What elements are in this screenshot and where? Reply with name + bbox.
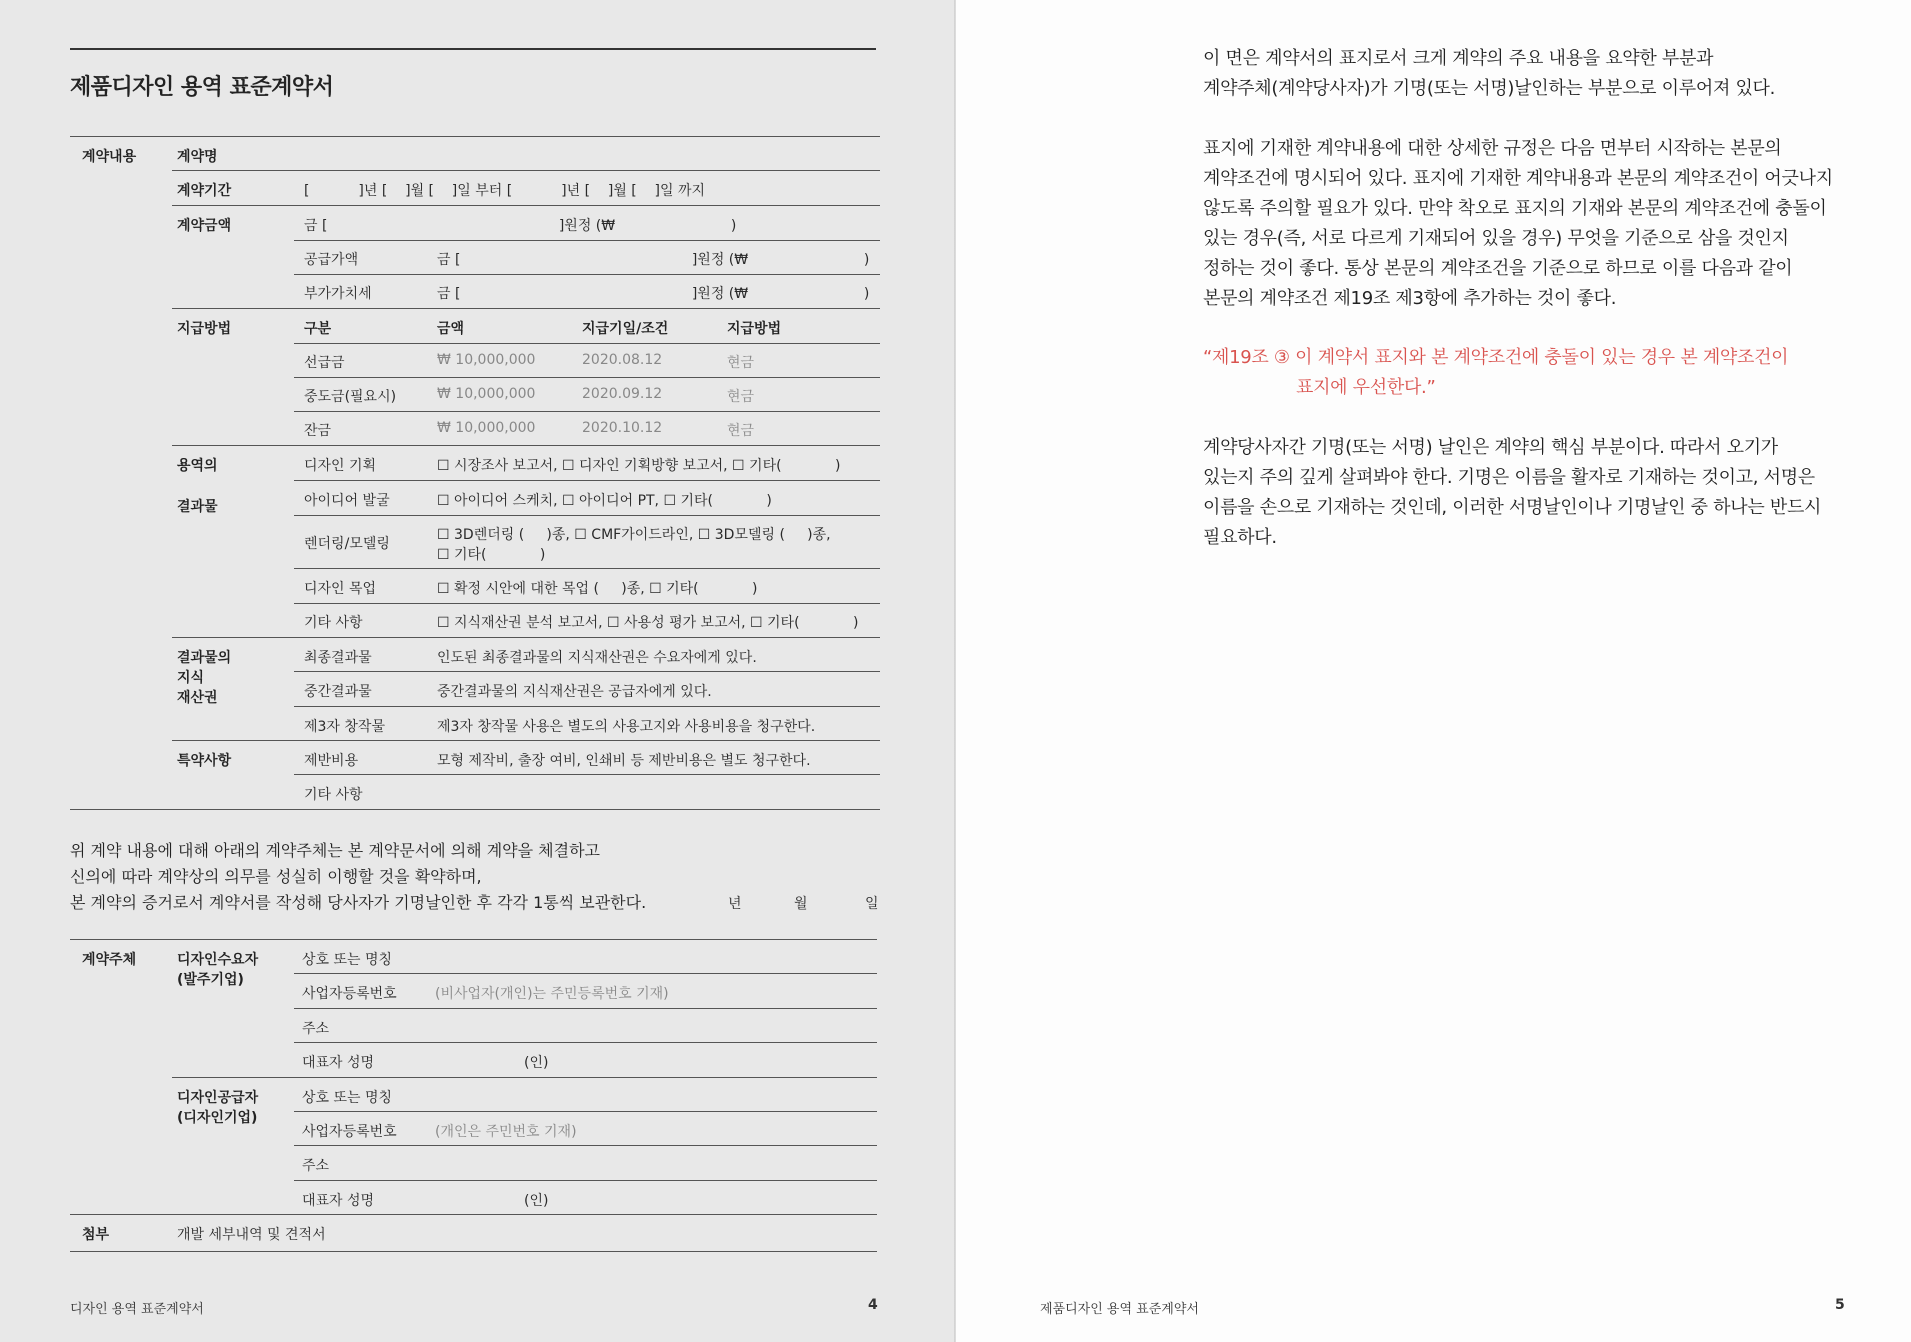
vat-value: 금 [ ]원정 (₩ ) — [437, 286, 870, 302]
deliverables-label: 결과물 — [177, 499, 218, 515]
date-month: 월 — [794, 896, 808, 912]
table-rule — [70, 809, 880, 810]
guide-line: 표지에 기재한 계약내용에 대한 상세한 규정은 다음 면부터 시작하는 본문의 — [1203, 138, 1782, 159]
quote-line: 표지에 우선한다.” — [1296, 377, 1436, 398]
supplier-seal: (인) — [524, 1193, 549, 1209]
parties-rule — [294, 1042, 877, 1043]
guide-line: 필요하다. — [1203, 527, 1277, 548]
special-row-name: 제반비용 — [304, 753, 359, 769]
table-rule — [294, 480, 880, 481]
guide-line: 정하는 것이 좋다. 통상 본문의 계약조건을 기준으로 하므로 이를 다음과 같이 — [1203, 258, 1793, 279]
document-title: 제품디자인 용역 표준계약서 — [70, 75, 334, 100]
supplier-label-sub: (디자인기업) — [177, 1110, 258, 1126]
quoted-clause — [1203, 343, 1788, 403]
quote-line: “제19조 ③ 이 계약서 표지와 본 계약조건에 충돌이 있는 경우 본 계약조건이 — [1203, 347, 1789, 368]
guide-paragraph-3 — [1203, 433, 1821, 553]
payment-row-date: 2020.08.12 — [582, 352, 663, 368]
deliverable-name: 디자인 목업 — [304, 581, 377, 597]
payment-row-type: 선급금 — [304, 355, 345, 371]
ip-row-name: 중간결과물 — [304, 684, 372, 700]
payment-row-date: 2020.10.12 — [582, 420, 663, 436]
attachment-value: 개발 세부내역 및 견적서 — [177, 1227, 326, 1243]
table-rule — [172, 308, 880, 309]
deliverable-name: 렌더링/모델링 — [304, 536, 390, 552]
statement-line: 본 계약의 증거로서 계약서를 작성해 당사자가 기명날인한 후 각각 1통씩 보관한다. — [70, 893, 647, 912]
guide-line: 있는지 주의 깊게 살펴봐야 한다. 기명은 이름을 활자로 기재하는 것이고, 서명은 — [1203, 467, 1815, 488]
section-label-contract: 계약내용 — [82, 149, 137, 165]
table-rule — [294, 603, 880, 604]
table-rule — [294, 240, 880, 241]
parties-rule — [294, 1145, 877, 1146]
client-company-label: 상호 또는 명칭 — [302, 952, 393, 968]
deliverable-name: 아이디어 발굴 — [304, 493, 390, 509]
supplier-address-label: 주소 — [302, 1158, 330, 1174]
client-rep-label: 대표자 성명 — [302, 1055, 375, 1071]
client-address-label: 주소 — [302, 1021, 330, 1037]
deliverable-options: ☐ 시장조사 보고서, ☐ 디자인 기획방향 보고서, ☐ 기타( ) — [437, 458, 841, 474]
parties-rule — [70, 1251, 877, 1252]
client-label: 디자인수요자 — [177, 952, 259, 968]
contract-name-label: 계약명 — [177, 149, 218, 165]
contract-period-value: [ ]년 [ ]월 [ ]일 부터 [ ]년 [ ]월 [ ]일 까지 — [304, 183, 706, 199]
payment-row-date: 2020.09.12 — [582, 386, 663, 402]
table-rule — [70, 136, 880, 137]
table-rule — [172, 170, 880, 171]
contract-amount-value: 금 [ ]원정 (₩ ) — [304, 218, 737, 234]
ip-row-name: 제3자 창작물 — [304, 719, 385, 735]
payment-row-method: 현금 — [727, 423, 755, 439]
payment-row-type: 중도금(필요시) — [304, 389, 397, 405]
supplier-label: 디자인공급자 — [177, 1090, 259, 1106]
ip-label: 재산권 — [177, 690, 218, 706]
table-rule — [172, 637, 880, 638]
supplier-company-label: 상호 또는 명칭 — [302, 1090, 393, 1106]
deliverable-options: ☐ 아이디어 스케치, ☐ 아이디어 PT, ☐ 기타( ) — [437, 493, 772, 509]
ip-label: 지식 — [177, 670, 205, 686]
payment-row-amount: ₩ 10,000,000 — [437, 386, 536, 402]
parties-rule — [70, 1214, 877, 1215]
payment-header-date: 지급기일/조건 — [582, 321, 669, 337]
parties-rule — [172, 1077, 877, 1078]
payment-row-type: 잔금 — [304, 423, 332, 439]
deliverable-options: ☐ 지식재산권 분석 보고서, ☐ 사용성 평가 보고서, ☐ 기타( ) — [437, 615, 859, 631]
deliverable-name: 기타 사항 — [304, 615, 363, 631]
left-page-number: 4 — [868, 1297, 878, 1313]
ip-row-value: 중간결과물의 지식재산권은 공급자에게 있다. — [437, 684, 712, 700]
table-rule — [294, 515, 880, 516]
payment-row-amount: ₩ 10,000,000 — [437, 352, 536, 368]
supply-price-value: 금 [ ]원정 (₩ ) — [437, 252, 870, 268]
ip-row-value: 인도된 최종결과물의 지식재산권은 수요자에게 있다. — [437, 650, 757, 666]
statement-line: 신의에 따라 계약상의 의무를 성실히 이행할 것을 확약하며, — [70, 867, 482, 886]
table-rule — [294, 774, 880, 775]
payment-method-label: 지급방법 — [177, 321, 232, 337]
date-year: 년 — [728, 896, 742, 912]
deliverables-label: 용역의 — [177, 458, 218, 474]
supplier-rep-label: 대표자 성명 — [302, 1193, 375, 1209]
client-seal: (인) — [524, 1055, 549, 1071]
table-rule — [294, 343, 880, 344]
guide-line: 계약주체(계약당사자)가 기명(또는 서명)날인하는 부분으로 이루어져 있다. — [1203, 78, 1776, 99]
table-rule — [294, 706, 880, 707]
client-reg-label: 사업자등록번호 — [302, 986, 397, 1002]
supplier-reg-label: 사업자등록번호 — [302, 1124, 397, 1140]
special-row-value: 모형 제작비, 출장 여비, 인쇄비 등 제반비용은 별도 청구한다. — [437, 753, 811, 769]
payment-header-type: 구분 — [304, 321, 332, 337]
contract-period-label: 계약기간 — [177, 183, 232, 199]
guide-line: 계약당사자간 기명(또는 서명) 날인은 계약의 핵심 부분이다. 따라서 오기가 — [1203, 437, 1778, 458]
left-footer: 디자인 용역 표준계약서 — [70, 1302, 204, 1317]
guide-paragraph-2 — [1203, 134, 1833, 314]
table-rule — [294, 274, 880, 275]
parties-rule — [294, 973, 877, 974]
attachment-label: 첨부 — [82, 1227, 110, 1243]
section-label-parties: 계약주체 — [82, 952, 137, 968]
guide-line: 본문의 계약조건 제19조 제3항에 추가하는 것이 좋다. — [1203, 288, 1617, 309]
vat-label: 부가가치세 — [304, 286, 372, 302]
guide-line: 이름을 손으로 기재하는 것인데, 이러한 서명날인이나 기명날인 중 하나는 반드시 — [1203, 497, 1822, 518]
date-day: 일 — [865, 896, 879, 912]
client-label-sub: (발주기업) — [177, 972, 244, 988]
parties-rule — [294, 1180, 877, 1181]
deliverable-options: ☐ 확정 시안에 대한 목업 ( )종, ☐ 기타( ) — [437, 581, 758, 597]
right-page-number: 5 — [1835, 1297, 1845, 1313]
ip-row-name: 최종결과물 — [304, 650, 372, 666]
payment-row-method: 현금 — [727, 355, 755, 371]
table-rule — [294, 377, 880, 378]
table-rule — [172, 205, 880, 206]
supply-price-label: 공급가액 — [304, 252, 359, 268]
table-rule — [172, 740, 880, 741]
deliverable-name: 디자인 기획 — [304, 458, 377, 474]
parties-rule — [294, 1008, 877, 1009]
parties-rule — [294, 1111, 877, 1112]
parties-rule — [70, 939, 877, 940]
guide-paragraph-1 — [1203, 44, 1775, 104]
payment-row-method: 현금 — [727, 389, 755, 405]
payment-row-amount: ₩ 10,000,000 — [437, 420, 536, 436]
ip-row-value: 제3자 창작물 사용은 별도의 사용고지와 사용비용을 청구한다. — [437, 719, 816, 735]
guide-line: 있는 경우(즉, 서로 다르게 기재되어 있을 경우) 무엇을 기준으로 삼을 것인지 — [1203, 228, 1789, 249]
table-rule — [294, 671, 880, 672]
special-terms-label: 특약사항 — [177, 753, 232, 769]
right-footer: 제품디자인 용역 표준계약서 — [1040, 1302, 1199, 1317]
deliverable-options: ☐ 3D렌더링 ( )종, ☐ CMF가이드라인, ☐ 3D모델링 ( )종, — [437, 527, 831, 543]
deliverable-options-line2: ☐ 기타( ) — [437, 547, 546, 563]
client-reg-hint: (비사업자(개인)는 주민등록번호 기재) — [435, 986, 669, 1002]
payment-header-method: 지급방법 — [727, 321, 782, 337]
supplier-reg-hint: (개인은 주민번호 기재) — [435, 1124, 577, 1140]
table-rule — [294, 411, 880, 412]
statement-line: 위 계약 내용에 대해 아래의 계약주체는 본 계약문서에 의해 계약을 체결하고 — [70, 841, 600, 860]
guide-line: 계약조건에 명시되어 있다. 표지에 기재한 계약내용과 본문의 계약조건이 어긋나지 — [1203, 168, 1833, 189]
payment-header-amount: 금액 — [437, 321, 465, 337]
title-rule — [70, 48, 876, 50]
guide-line: 않도록 주의할 필요가 있다. 만약 착오로 표지의 기재와 본문의 계약조건에 충돌이 — [1203, 198, 1827, 219]
guide-line: 이 면은 계약서의 표지로서 크게 계약의 주요 내용을 요약한 부분과 — [1203, 48, 1714, 69]
contract-amount-label: 계약금액 — [177, 218, 232, 234]
special-row-name: 기타 사항 — [304, 787, 363, 803]
table-rule — [294, 568, 880, 569]
ip-label: 결과물의 — [177, 650, 232, 666]
table-rule — [172, 445, 880, 446]
